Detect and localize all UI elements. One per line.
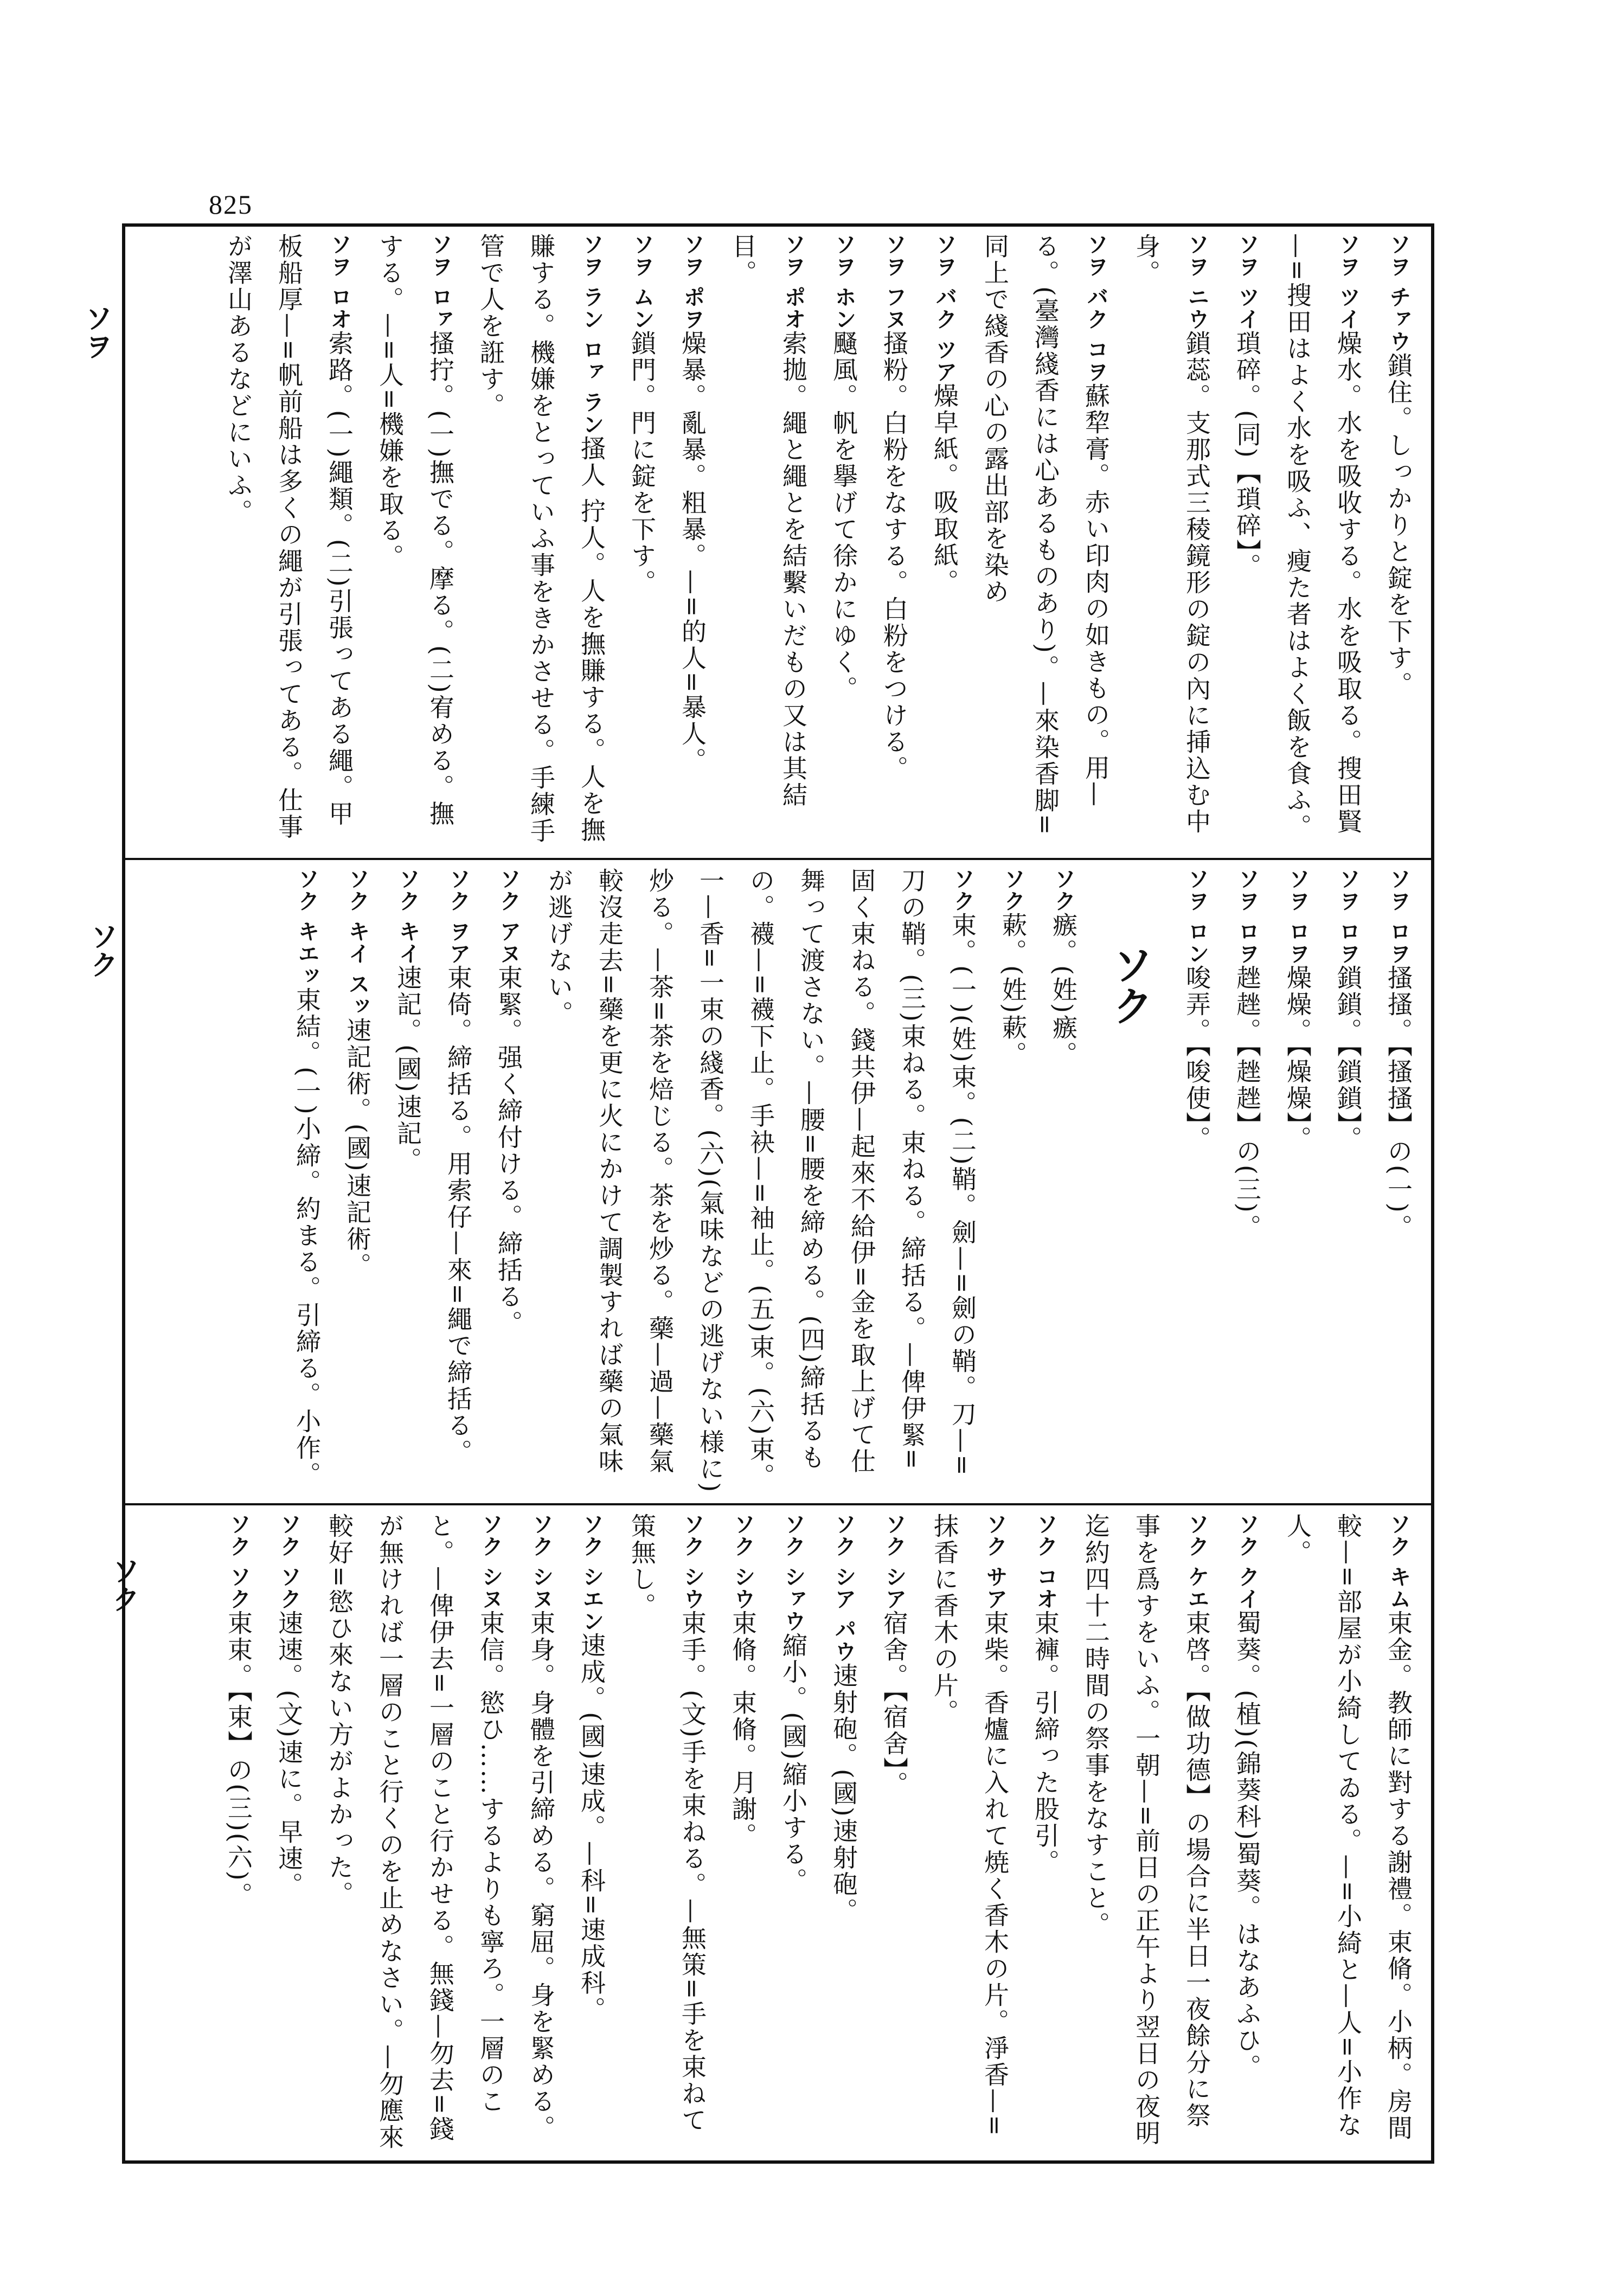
dictionary-entry: ソク シア宿舍。【宿舍】。 (880, 1513, 909, 1798)
dictionary-band-1 (133, 233, 1423, 851)
dictionary-band-2 (133, 868, 1423, 1497)
dictionary-entry: ソヲ ロヲ搔搔。【搔搔】の(一)。 (1384, 868, 1413, 1241)
dictionary-entry: ソク コオ束褲。引締った股引。 (1031, 1513, 1060, 1876)
dictionary-entry: ソク束。(一)(姓)束。(二)鞘。劍—=劍の鞘。刀—=刀の鞘。(三)束ねる。束ねる。締括る。—俾伊緊=固く束ねる。錢共伊—起來不給伊=金を取上げて仕舞って渡さない。—腰=腰を締める。(四)締括るもの。襪—=襪下止。手袂—=袖止。(五)束。(六)束。一—香=一束の綫香。(六)(氣味などの逃げない様に)炒る。—茶=茶を焙じる。茶を炒る。藥—過—藥氣較沒走去=藥を更に火にかけて調製すれば藥の氣味が逃げない。 (544, 868, 977, 1494)
dictionary-entry: ソヲ ツイ燥水。水を吸收する。水を吸取る。搜田賢—=搜田はよく水を吸ふ、瘦た者はよく飯を食ふ。 (1283, 233, 1363, 841)
dictionary-entry: ソク ソク速速。(文)速に。早速。 (274, 1513, 304, 1899)
dictionary-entry: ソヲ ムン鎖門。門に錠を下す。 (627, 233, 657, 596)
dictionary-entry: ソク蔌。(姓)蔌。 (998, 868, 1028, 1068)
dictionary-entry: ソヲ ポヲ燥暴。亂暴。粗暴。—=的人=暴人。 (678, 233, 707, 774)
dictionary-entry: ソク キエッ束結。(一)小締。約まる。引締る。小作。 (292, 868, 322, 1488)
dictionary-entry: ソヲ ニウ鎖蕊。支那式三稜鏡形の錠の內に挿込む中身。 (1132, 233, 1211, 835)
dictionary-entry: ソヲ ロヲ燥燥。【燥燥】。 (1283, 868, 1312, 1152)
page-number: 825 (209, 189, 253, 220)
section-heading: ソク (1106, 944, 1154, 1026)
dictionary-entry: ソク シヌ束信。慾ひ……するよりも寧ろ。一層のこと。—俾伊去=一層のこと行かせる。無錢—勿去=錢が無ければ一層のこと行くのを止めなさい。—勿應來較好=慾ひ來ない方がよかった。 (325, 1513, 505, 2151)
dictionary-entry: ソク アヌ束緊。强く締付ける。締括る。 (494, 868, 523, 1337)
dictionary-band-3 (133, 1513, 1423, 2153)
dictionary-entry: ソヲ ロヲ鎖鎖。【鎖鎖】。 (1333, 868, 1363, 1152)
dictionary-entry: ソク シヌ束身。身體を引締める。窮屈。身を緊める。 (527, 1513, 556, 2141)
dictionary-entry: ソヲ ラン ロァ ラン搔人 拧人。人を撫賺する。人を撫賺する。機嫌をとっていふ事をきかさせる。手練手管で人を誑す。 (476, 233, 606, 844)
dictionary-entry: ソヲ バク コヲ蘇犂膏。赤い印肉の如きもの。用—る。(臺灣綫香には心あるものあり)。—來染香脚=同上で綫香の心の露出部を染め (980, 233, 1111, 837)
dictionary-entry: ソク キイ スッ速記術。(國)速記術。 (343, 868, 372, 1279)
dictionary-entry: ソヲ ポオ索拋。繩と繩とを結繫いだもの又は其結目。 (728, 233, 808, 809)
dictionary-entry: ソヲ バク ツア燥皁紙。吸取紙。 (930, 233, 959, 595)
margin-label-2: ソク (85, 922, 118, 978)
dictionary-entry: ソク シァウ縮小。(國)縮小する。 (779, 1513, 808, 1894)
band-divider-1 (122, 858, 1434, 860)
dictionary-entry: ソク ソク束束。【束】の(三)(六)。 (224, 1513, 253, 1909)
dictionary-entry: ソヲ ホン颾風。帆を擧げて徐かにゆく。 (829, 233, 858, 702)
dictionary-entry: ソク シウ束手。(文)手を束ねる。—無策=手を束ねて策無し。 (627, 1513, 707, 2134)
dictionary-entry: ソヲ ロァ搔拧。(一)撫でる。摩る。(二)宥める。撫する。—=人=機嫌を取る。 (375, 233, 455, 828)
dictionary-entry: ソク キイ速記。(國)速記。 (393, 868, 422, 1173)
dictionary-entry: ソヲ チァウ鎖住。しっかりと錠を下す。 (1384, 233, 1413, 698)
dictionary-entry: ソヲ フヌ搔粉。白粉をなする。白粉をつける。 (880, 233, 909, 782)
dictionary-entry: ソク シウ束脩。束脩。月謝。 (728, 1513, 758, 1849)
dictionary-entry: ソク シア パウ速射砲。(國)速射砲。 (829, 1513, 858, 1925)
dictionary-entry: ソヲ ロヲ趖趖。【趖趖】の(三)。 (1233, 868, 1262, 1241)
band-divider-2 (122, 1503, 1434, 1505)
dictionary-entry: ソヲ ロン唆弄。【唆使】。 (1182, 868, 1211, 1152)
dictionary-entry: ソヲ ツイ瑣碎。(同)【瑣碎】。 (1233, 233, 1262, 580)
dictionary-entry: ソク ヲア束倚。締括る。用索仔—來=繩で締括る。 (444, 868, 473, 1466)
dictionary-entry: ソク キム束金。教師に對する謝禮。束脩。小柄。房間較—=部屋が小綺してゐる。—=小綺と—人=小作な人。 (1283, 1513, 1413, 2141)
dictionary-entry: ソク ケエ束啓。【做功德】の場合に半日一夜餘分に祭事を爲すをいふ。一朝—=前日の正午より翌日の夜明迄約四十二時間の祭事をなすこと。 (1081, 1513, 1211, 2147)
dictionary-entry: ソク サア束柴。香爐に入れて焼く香木の片。淨香—=抹香に香木の片。 (930, 1513, 1010, 2138)
dictionary-entry: ソク瘯。(姓)瘯。 (1049, 868, 1078, 1068)
margin-label-3: ソク (107, 1556, 139, 1613)
dictionary-entry: ソク クイ蜀葵。(植)(錦葵科)蜀葵。はなあふひ。 (1233, 1513, 1262, 2081)
dictionary-entry: ソヲ ロオ索路。(一)繩類。(二)引張ってある繩。甲板船厚—=帆前船は多くの繩が引張ってある。仕事が澤山あるなどにいふ。 (224, 233, 354, 841)
margin-label-1: ソヲ (80, 304, 112, 360)
dictionary-entry: ソク シエン速成。(國)速成。—科=速成科。 (577, 1513, 606, 2023)
